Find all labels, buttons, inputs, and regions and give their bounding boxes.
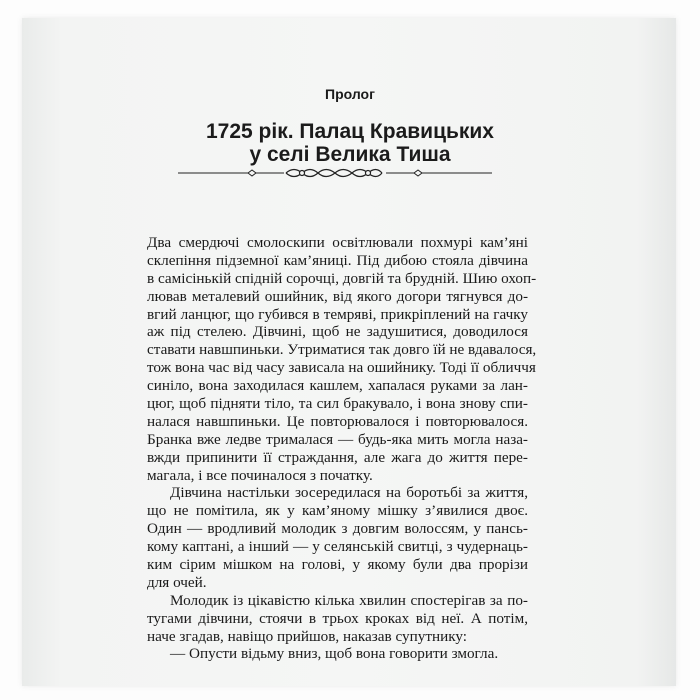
text-line: — Опусти відьму вниз, щоб вона говорити змогла.	[170, 645, 499, 663]
text-line: кому каптані, а інший — у селянській свитці, з чудернаць-	[147, 538, 528, 556]
text-line: Один — вродливий молодик з довгим волоссям, у пансь-	[147, 520, 528, 538]
text-line: магала, і все починалося з початку.	[147, 466, 373, 484]
decorative-ornament-divider	[178, 164, 492, 182]
body-text	[147, 234, 537, 663]
chapter-title-line-2: у селі Велика Тиша	[249, 143, 451, 166]
chapter-label: Пролог	[325, 86, 375, 102]
text-line: що не помітила, як у кам’яному мішку з’явилися двоє.	[147, 502, 528, 520]
text-line: вжди припинити її страждання, але жага до життя пере-	[147, 448, 528, 466]
text-line: тож вона час від часу зависала на ошийнику. Тоді її обличчя	[147, 359, 536, 377]
text-line: лював металевий ошийник, від якого догори тягнувся до-	[147, 287, 528, 305]
text-line: Молодик із цікавістю кілька хвилин спостерігав за по-	[170, 591, 528, 609]
text-line: вгий ланцюг, що губився в темряві, прикріплений на гачку	[147, 305, 528, 323]
text-line: склепіння підземної кам’яниці. Під дибою стояла дівчина	[147, 251, 528, 269]
text-line: цюг, щоб підняти тіло, та сил бракувало, і вона знову спи-	[147, 395, 528, 413]
text-line: налася навшпиньки. Це повторювалося і повторювалося.	[147, 412, 528, 430]
text-line: Два смердючі смолоскипи освітлювали похмурі кам’яні	[147, 234, 528, 251]
text-line: для очей.	[147, 573, 207, 591]
chapter-title-line-1: 1725 рік. Палац Кравицьких	[206, 120, 494, 143]
text-line: в самісінькій спідній сорочці, довгій та брудній. Шию охоп-	[147, 269, 537, 287]
text-line: ким сірим мішком на голові, у якому були два прорізи	[147, 556, 528, 574]
text-line: Дівчина настільки зосередилася на боротьбі за життя,	[170, 484, 528, 502]
text-line: тугами дівчини, стоячи в трьох кроках від неї. А потім,	[147, 609, 528, 627]
text-line: синіло, вона заходилася кашлем, хапалася руками за лан-	[147, 377, 528, 395]
text-line: ставати навшпиньки. Утриматися так довго їй не вдавалося,	[147, 341, 537, 359]
text-line: наче згадав, навіщо прийшов, наказав супутнику:	[147, 627, 468, 645]
text-line: Бранка вже ледве трималася — будь-яка мить могла наза-	[147, 430, 528, 448]
text-line: аж під стелею. Дівчині, щоб не задушитися, доводилося	[147, 323, 528, 341]
